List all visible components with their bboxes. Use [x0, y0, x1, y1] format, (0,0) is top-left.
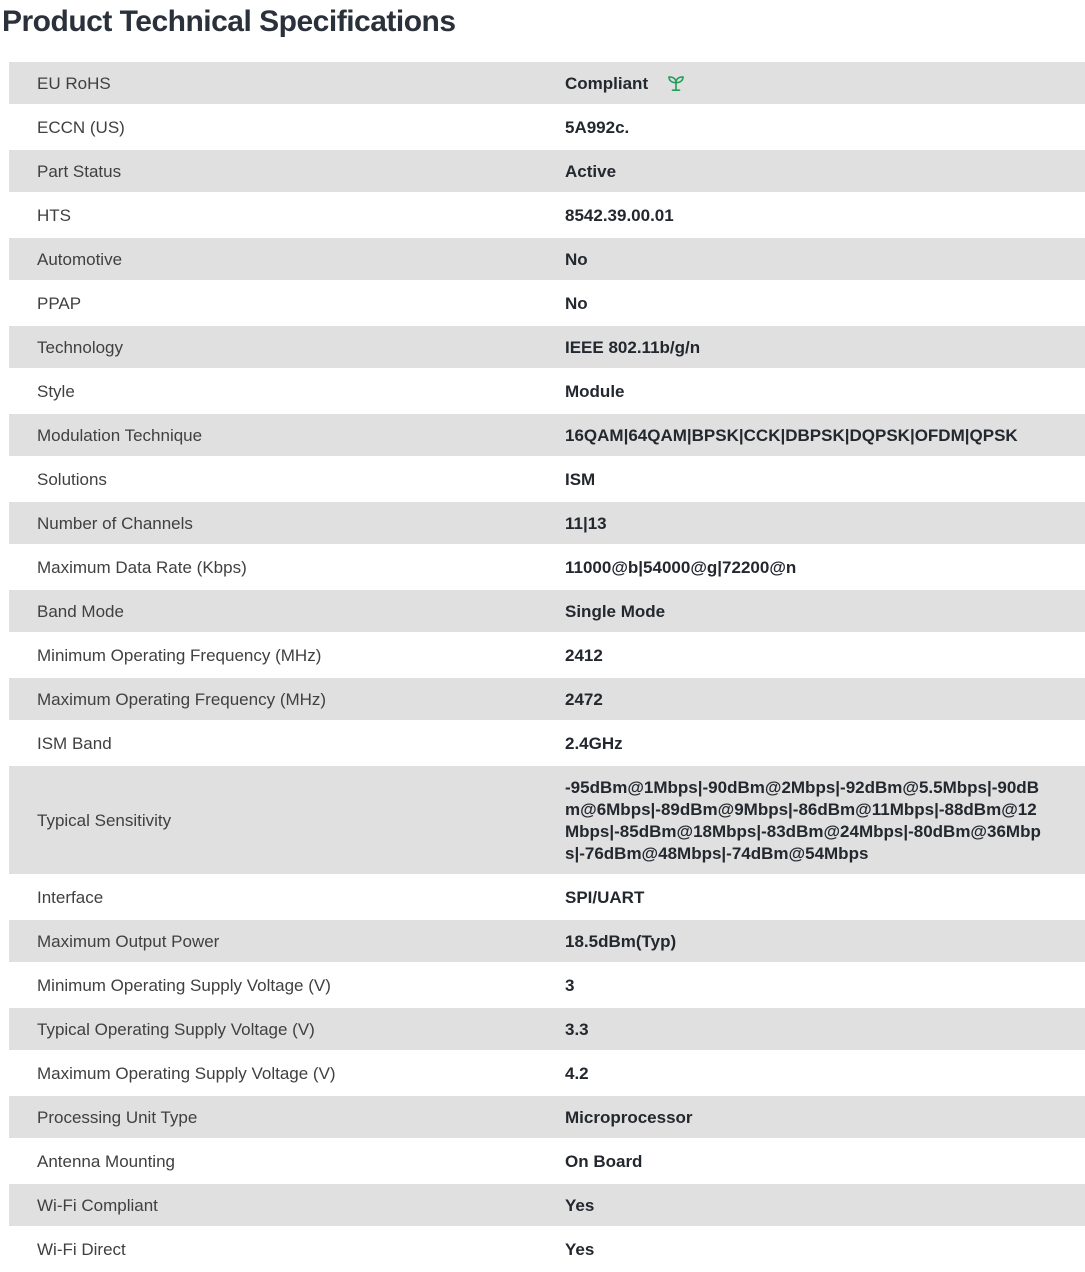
spec-value: 11000@b|54000@g|72200@n: [565, 558, 797, 578]
spec-row: [9, 590, 1085, 634]
spec-label: Interface: [37, 887, 104, 907]
spec-value-cell: [537, 336, 1085, 358]
spec-value-cell: [537, 468, 1085, 490]
spec-value-cell: [537, 600, 1085, 622]
spec-label: Typical Sensitivity: [37, 810, 172, 830]
spec-value: 2412: [565, 646, 603, 666]
spec-label: Automotive: [37, 249, 123, 269]
spec-value-cell: [537, 732, 1085, 754]
spec-row: [9, 370, 1085, 414]
spec-label: PPAP: [37, 293, 82, 313]
spec-row: [9, 414, 1085, 458]
spec-value-cell: [537, 72, 1085, 94]
spec-value-cell: [537, 1194, 1085, 1216]
spec-row: [9, 238, 1085, 282]
spec-row: [9, 1228, 1085, 1272]
spec-value: Module: [565, 382, 625, 402]
spec-value: ISM: [565, 470, 596, 490]
spec-value-cell: [537, 556, 1085, 578]
spec-value-cell: [537, 1238, 1085, 1260]
spec-value: SPI/UART: [565, 888, 645, 908]
spec-label: Technology: [37, 337, 124, 357]
spec-value: 2472: [565, 690, 603, 710]
spec-value-cell: [537, 204, 1085, 226]
spec-label: Typical Operating Supply Voltage (V): [37, 1019, 315, 1039]
spec-label: Maximum Operating Frequency (MHz): [37, 689, 327, 709]
spec-row: [9, 766, 1085, 876]
spec-label: Maximum Data Rate (Kbps): [37, 557, 247, 577]
spec-row: [9, 876, 1085, 920]
spec-row: [9, 502, 1085, 546]
spec-label: Style: [37, 381, 75, 401]
spec-value-cell: [537, 1062, 1085, 1084]
spec-value-cell: [537, 776, 1085, 864]
spec-value: 3.3: [565, 1020, 589, 1040]
spec-table: [9, 62, 1085, 1272]
spec-row: [9, 1008, 1085, 1052]
spec-value-cell: [537, 248, 1085, 270]
spec-row: [9, 106, 1085, 150]
spec-value-cell: [537, 116, 1085, 138]
spec-value: IEEE 802.11b/g/n: [565, 338, 701, 358]
spec-value: 18.5dBm(Typ): [565, 932, 677, 952]
spec-row: [9, 458, 1085, 502]
spec-row: [9, 1096, 1085, 1140]
page-title: Product Technical Specifications: [2, 5, 456, 38]
spec-value-cell: [537, 974, 1085, 996]
spec-value-cell: [537, 688, 1085, 710]
spec-row: [9, 1140, 1085, 1184]
spec-value-cell: [537, 160, 1085, 182]
spec-row: [9, 964, 1085, 1008]
spec-value: No: [565, 250, 588, 270]
spec-row: [9, 150, 1085, 194]
spec-label: HTS: [37, 205, 71, 225]
spec-value: Yes: [565, 1240, 595, 1260]
spec-row: [9, 282, 1085, 326]
spec-row: [9, 634, 1085, 678]
spec-label: ECCN (US): [37, 117, 125, 137]
spec-row: [9, 326, 1085, 370]
spec-value: 11|13: [565, 514, 607, 534]
spec-value-cell: [537, 886, 1085, 908]
spec-label: Part Status: [37, 161, 122, 181]
spec-value: 2.4GHz: [565, 734, 623, 754]
spec-label: Antenna Mounting: [37, 1151, 175, 1171]
spec-row: [9, 1184, 1085, 1228]
spec-value-cell: [537, 424, 1085, 446]
spec-row: [9, 920, 1085, 964]
spec-value-cell: [537, 1150, 1085, 1172]
spec-value-cell: [537, 930, 1085, 952]
spec-value-cell: [537, 512, 1085, 534]
spec-value: Active: [565, 162, 617, 182]
spec-value: Microprocessor: [565, 1108, 693, 1128]
spec-value: 16QAM|64QAM|BPSK|CCK|DBPSK|DQPSK|OFDM|QPSK: [565, 426, 1018, 446]
spec-value-cell: [537, 644, 1085, 666]
spec-value-cell: [537, 1018, 1085, 1040]
spec-label: Wi-Fi Direct: [37, 1239, 126, 1259]
spec-label: Band Mode: [37, 601, 124, 621]
spec-row: [9, 62, 1085, 106]
spec-row: [9, 678, 1085, 722]
spec-label: Solutions: [37, 469, 107, 489]
spec-label: EU RoHS: [37, 73, 111, 93]
spec-value: Yes: [565, 1196, 595, 1216]
spec-label: Minimum Operating Frequency (MHz): [37, 645, 322, 665]
spec-label: Minimum Operating Supply Voltage (V): [37, 975, 331, 995]
spec-label: Processing Unit Type: [37, 1107, 198, 1127]
spec-value: 8542.39.00.01: [565, 206, 674, 226]
spec-label: Maximum Output Power: [37, 931, 220, 951]
spec-row: [9, 722, 1085, 766]
spec-row: [9, 1052, 1085, 1096]
spec-label: Maximum Operating Supply Voltage (V): [37, 1063, 336, 1083]
spec-value-cell: [537, 380, 1085, 402]
spec-value-cell: [537, 292, 1085, 314]
spec-value: 5A992c.: [565, 118, 630, 138]
spec-label: Modulation Technique: [37, 425, 203, 445]
spec-value: Single Mode: [565, 602, 666, 622]
spec-value: 4.2: [565, 1064, 589, 1084]
spec-label: Number of Channels: [37, 513, 193, 533]
spec-label: ISM Band: [37, 733, 112, 753]
spec-label: Wi-Fi Compliant: [37, 1195, 158, 1215]
spec-value-cell: [537, 1106, 1085, 1128]
spec-row: [9, 194, 1085, 238]
spec-value: On Board: [565, 1152, 643, 1172]
spec-value: No: [565, 294, 588, 314]
spec-value: Compliant: [565, 74, 649, 94]
spec-value: -95dBm@1Mbps|-90dBm@2Mbps|-92dBm@5.5Mbps|-90dBm@6Mbps|-89dBm@9Mbps|-86dBm@11Mbps|-88dBm@12Mbps|-85dBm@18Mbps|-83dBm@24Mbps|-80dBm@36Mbps|-76dBm@48Mbps|-74dBm@54Mbps: [565, 778, 1041, 864]
spec-value: 3: [565, 976, 575, 996]
spec-row: [9, 546, 1085, 590]
leaf-icon: [665, 74, 687, 94]
